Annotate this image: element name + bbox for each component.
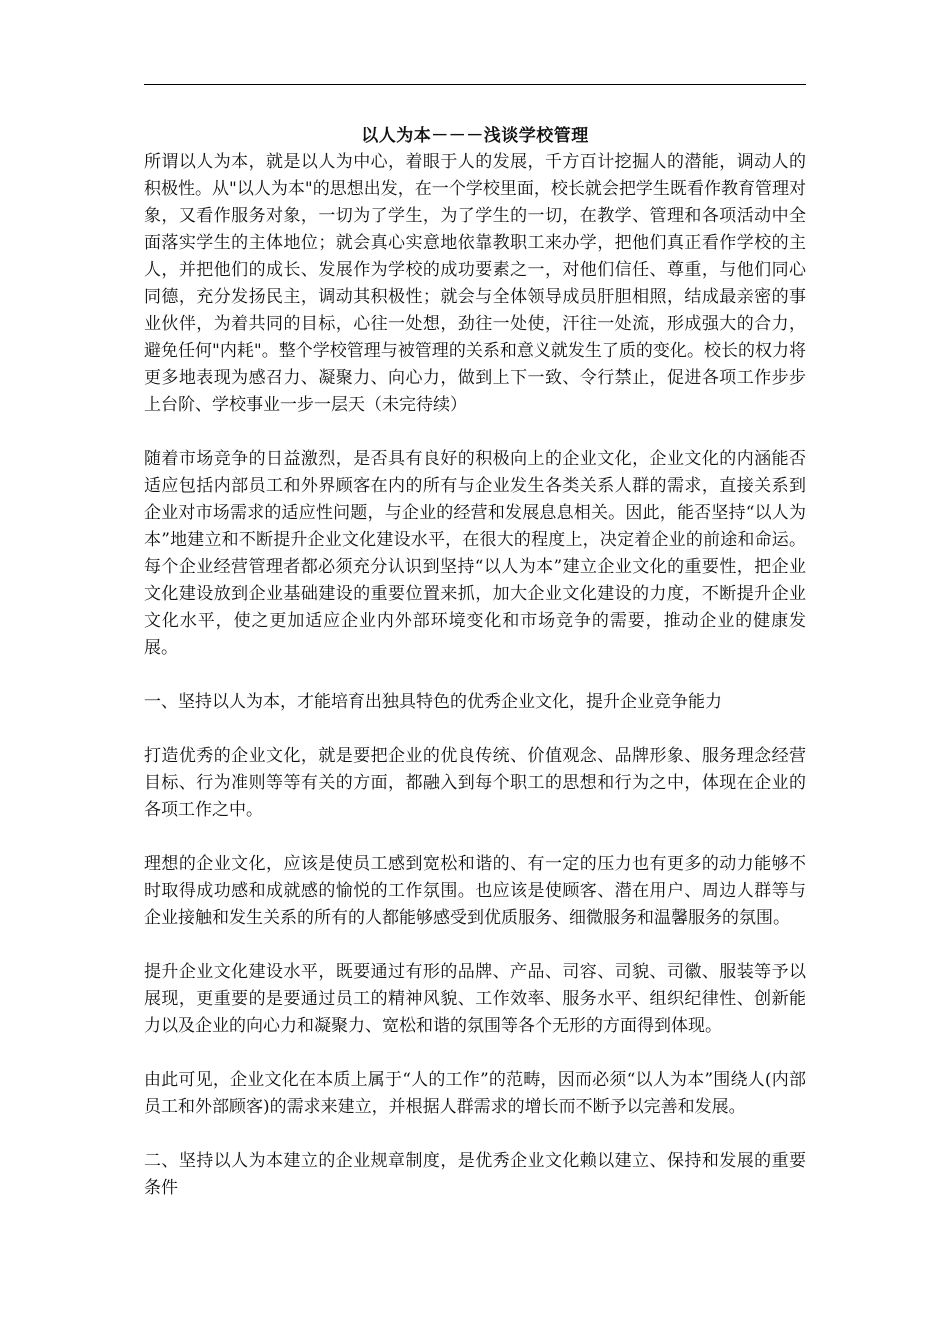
paragraph-ideal: 理想的企业文化，应该是使员工感到宽松和谐的、有一定的压力也有更多的动力能够不时取得成功感和成就感的愉悦的工作氛围。也应该是使顾客、潜在用户、周边人群等与企业接触和发生关系的所有的人都能够感受到优质服务、细微服务和温馨服务的氛围。 [144, 854, 806, 928]
paragraph-improve: 提升企业文化建设水平，既要通过有形的品牌、产品、司容、司貌、司徽、服装等予以展现，更重要的是要通过员工的精神风貌、工作效率、服务水平、组织纪律性、创新能力以及企业的向心力和凝聚力、宽松和谐的氛围等各个无形的方面得到体现。 [144, 962, 806, 1036]
section-heading-1: 一、坚持以人为本，才能培育出独具特色的优秀企业文化，提升企业竞争能力 [144, 692, 722, 712]
paragraph-culture: 打造优秀的企业文化，就是要把企业的优良传统、价值观念、品牌形象、服务理念经营目标、行为准则等等有关的方面，都融入到每个职工的思想和行为之中，体现在企业的各项工作之中。 [144, 746, 806, 820]
paragraph-conclusion: 由此可见，企业文化在本质上属于“人的工作”的范畴，因而必须“以人为本”围绕人(内部员工和外部顾客)的需求来建立，并根据人群需求的增长而不断予以完善和发展。 [144, 1070, 806, 1117]
paragraph-gap [144, 419, 806, 446]
document-page [144, 84, 806, 1202]
paragraph-market: 随着市场竞争的日益激烈，是否具有良好的积极向上的企业文化，企业文化的内涵能否适应包括内部员工和外界顾客在内的所有与企业发生各类关系人群的需求，直接关系到企业对市场需求的适应性问题，与企业的经营和发展息息相关。因此，能否坚持“以人为本”地建立和不断提升企业文化建设水平，在很大的程度上，决定着企业的前途和命运。每个企业经营管理者都必须充分认识到坚持“以人为本”建立企业文化的重要性，把企业文化建设放到企业基础建设的重要位置来抓，加大企业文化建设的力度，不断提升企业文化水平，使之更加适应企业内外部环境变化和市场竞争的需要，推动企业的健康发展。 [144, 449, 806, 658]
section-heading-2: 二、坚持以人为本建立的企业规章制度，是优秀企业文化赖以建立、保持和发展的重要条件 [144, 1151, 806, 1198]
paragraph-gap [144, 1040, 806, 1067]
paragraph-gap [144, 662, 806, 689]
paragraph-gap [144, 824, 806, 851]
header-rule [144, 84, 806, 85]
paragraph-gap [144, 932, 806, 959]
paragraph-gap [144, 716, 806, 743]
paragraph-gap [144, 1121, 806, 1148]
paragraph-intro: 所谓以人为本，就是以人为中心，着眼于人的发展，千方百计挖掘人的潜能，调动人的积极性。从"以人为本"的思想出发，在一个学校里面，校长就会把学生既看作教育管理对象，又看作服务对象，一切为了学生，为了学生的一切，在教学、管理和各项活动中全面落实学生的主体地位；就会真心实意地依靠教职工来办学，把他们真正看作学校的主人，并把他们的成长、发展作为学校的成功要素之一，对他们信任、尊重，与他们同心同德，充分发扬民主，调动其积极性；就会与全体领导成员肝胆相照，结成最亲密的事业伙伴，为着共同的目标，心往一处想，劲往一处使，汗往一处流，形成强大的合力，避免任何"内耗"。整个学校管理与被管理的关系和意义就发生了质的变化。校长的权力将更多地表现为感召力、凝聚力、向心力，做到上下一致、令行禁止，促进各项工作步步上台阶、学校事业一步一层天（未完待续） [144, 152, 806, 415]
document-title: 以人为本－－－浅谈学校管理 [361, 126, 589, 146]
